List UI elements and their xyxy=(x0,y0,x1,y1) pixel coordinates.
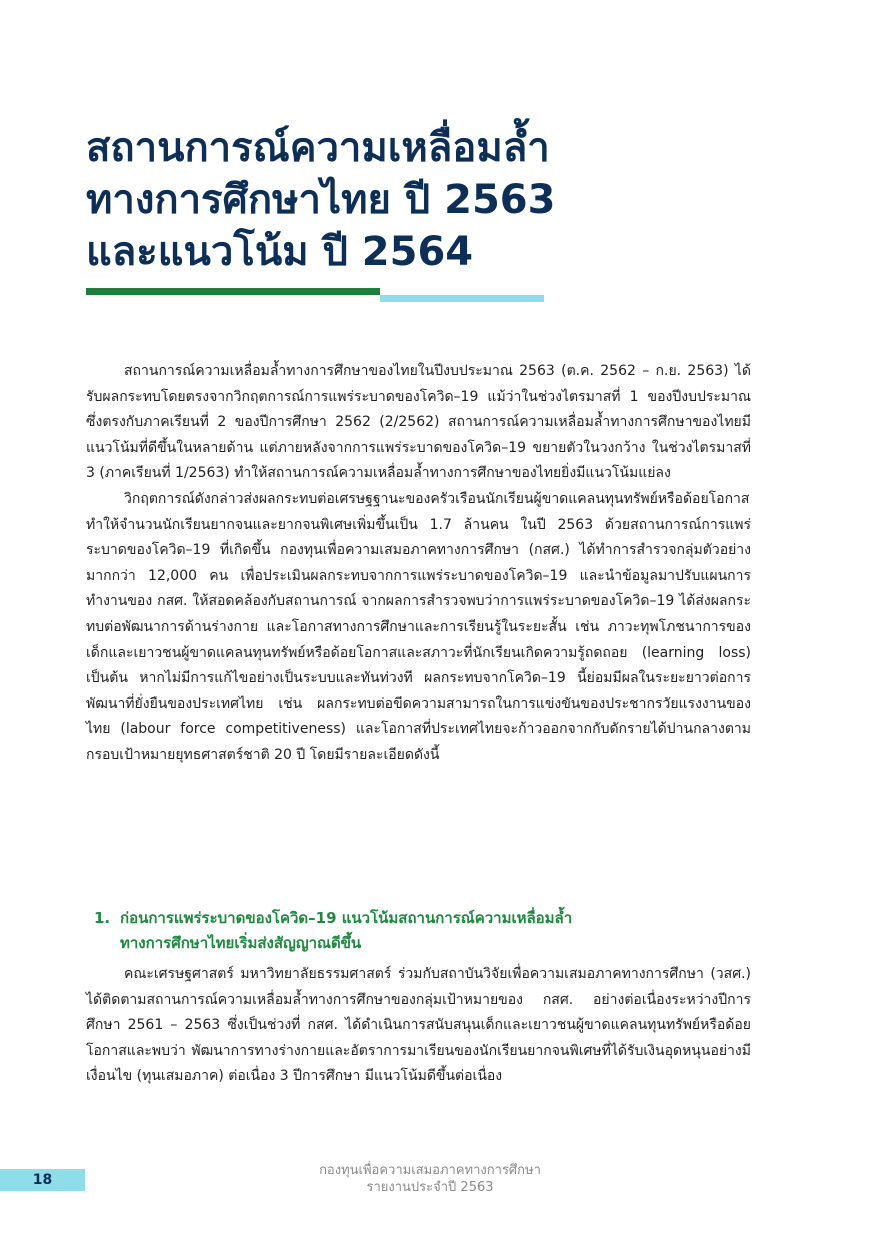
page-number: 18 xyxy=(0,1169,85,1191)
title-underline-green xyxy=(86,288,380,295)
section-heading xyxy=(94,906,754,956)
page-title xyxy=(86,122,806,278)
section-heading-line: ทางการศึกษาไทยเริ่มส่งสัญญาณดีขึ้น xyxy=(120,934,362,952)
title-underline-cyan xyxy=(380,295,544,302)
title-line: สถานการณ์ความเหลื่อมล้ำ xyxy=(86,125,550,171)
footer-org-name: กองทุนเพื่อความเสมอภาคทางการศึกษา xyxy=(319,1163,541,1178)
section-paragraph: คณะเศรษฐศาสตร์ มหาวิทยาลัยธรรมศาสตร์ ร่วมกับสถาบันวิจัยเพื่อความเสมอภาคทางการศึกษา (วสศ.) ได้ติดตามสถานการณ์ความเหลื่อมล้ำทางการศึกษาของกลุ่มเป้าหมายของ กสศ. อย่างต่อเนื่องระหว่างปีการศึกษา 2561 – 2563 ซึ่งเป็นช่วงที่ กสศ. ได้ดำเนินการสนับสนุนเด็กและเยาวชนผู้ขาดแคลนทุนทรัพย์หรือด้อยโอกาสและพบว่า พัฒนาการทางร่างกายและอัตราการมาเรียนของนักเรียนยากจนพิเศษที่ได้รับเงินอุดหนุนอย่างมีเงื่อนไข (ทุนเสมอภาค) ต่อเนื่อง 3 ปีการศึกษา มีแนวโน้มดีขึ้นต่อเนื่อง xyxy=(86,966,751,1085)
footer-report-name: รายงานประจำปี 2563 xyxy=(366,1180,494,1195)
title-line: และแนวโน้ม ปี 2564 xyxy=(86,229,474,275)
intro-paragraph: สถานการณ์ความเหลื่อมล้ำทางการศึกษาของไทยในปีงบประมาณ 2563 (ต.ค. 2562 – ก.ย. 2563) ได้รับผลกระทบโดยตรงจากวิกฤตการณ์การแพร่ระบาดของโควิด–19 แม้ว่าในช่วงไตรมาสที่ 1 ของปีงบประมาณ ซึ่งตรงกับภาคเรียนที่ 2 ของปีการศึกษา 2562 (2/2562) สถานการณ์ความเหลื่อมล้ำทางการศึกษาของไทยมีแนวโน้มที่ดีขึ้นในหลายด้าน แต่ภายหลังจากการแพร่ระบาดของโควิด–19 ขยายตัวในวงกว้าง ในช่วงไตรมาสที่ 3 (ภาคเรียนที่ 1/2563) ทำให้สถานการณ์ความเหลื่อมล้ำทางการศึกษาของไทยยิ่งมีแนวโน้มแย่ลง xyxy=(86,363,751,482)
section-heading-text xyxy=(120,906,572,956)
title-line: ทางการศึกษาไทย ปี 2563 xyxy=(86,177,556,223)
section-number: 1. xyxy=(94,909,111,927)
intro-text xyxy=(86,359,751,769)
section-heading-line: ก่อนการแพร่ระบาดของโควิด–19 แนวโน้มสถานการณ์ความเหลื่อมล้ำ xyxy=(120,909,573,927)
footer xyxy=(250,1162,610,1196)
section-text xyxy=(86,962,751,1090)
intro-paragraph: วิกฤตการณ์ดังกล่าวส่งผลกระทบต่อเศรษฐฐานะของครัวเรือนนักเรียนผู้ขาดแคลนทุนทรัพย์หรือด้อยโอกาส ทำให้จำนวนนักเรียนยากจนและยากจนพิเศษเพิ่มขึ้นเป็น 1.7 ล้านคน ในปี 2563 ด้วยสถานการณ์การแพร่ระบาดของโควิด–19 ที่เกิดขึ้น กองทุนเพื่อความเสมอภาคทางการศึกษา (กสศ.) ได้ทำการสำรวจกลุ่มตัวอย่างมากกว่า 12,000 คน เพื่อประเมินผลกระทบจากการแพร่ระบาดของโควิด–19 และนำข้อมูลมาปรับแผนการทำงานของ กสศ. ให้สอดคล้องกับสถานการณ์ จากผลการสำรวจพบว่าการแพร่ระบาดของโควิด–19 ได้ส่งผลกระทบต่อพัฒนาการด้านร่างกาย และโอกาสทางการศึกษาและการเรียนรู้ในระยะสั้น เช่น ภาวะทุพโภชนาการของเด็กและเยาวชนผู้ขาดแคลนทุนทรัพย์หรือด้อยโอกาสและสภาวะที่นักเรียนเกิดความรู้ถดถอย (learning loss) เป็นต้น หากไม่มีการแก้ไขอย่างเป็นระบบและทันท่วงที ผลกระทบจากโควิด–19 นี้ย่อมมีผลในระยะยาวต่อการพัฒนาที่ยั่งยืนของประเทศไทย เช่น ผลกระทบต่อขีดความสามารถในการแข่งขันของประชากรวัยแรงงานของไทย (labour force competitiveness) และโอกาสที่ประเทศไทยจะก้าวออกจากกับดักรายได้ปานกลางตามกรอบเป้าหมายยุทธศาสตร์ชาติ 20 ปี โดยมีรายละเอียดดังนี้ xyxy=(86,490,751,763)
